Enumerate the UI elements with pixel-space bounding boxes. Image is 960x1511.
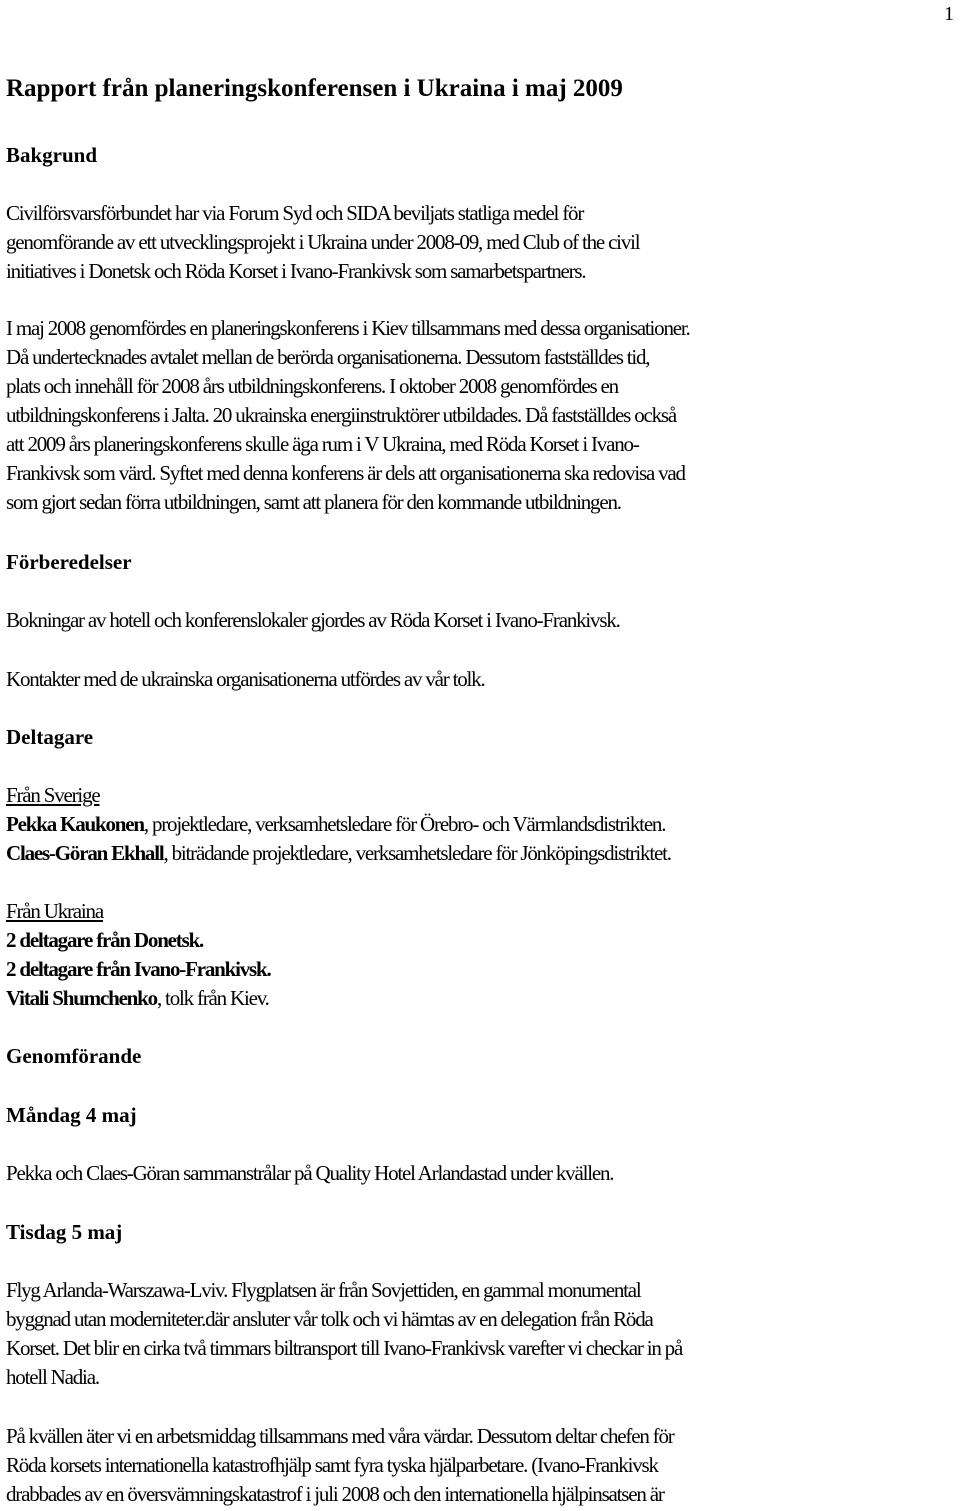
participant-name: Vitali Shumchenko	[6, 986, 157, 1010]
section-heading-deltagare: Deltagare	[6, 725, 94, 749]
document-title: Rapport från planeringskonferensen i Ukraina i maj 2009	[6, 75, 623, 102]
subheading-fran-sverige: Från Sverige	[6, 783, 100, 807]
participant-role: , projektledare, verksamhetsledare för Örebro- och Värmlandsdistrikten.	[143, 812, 666, 836]
text-line: initiatives i Donetsk och Röda Korset i Ivano-Frankivsk som samarbetspartners.	[6, 259, 586, 283]
text-line: Flyg Arlanda-Warszawa-Lviv. Flygplatsen är från Sovjettiden, en gammal monumental	[6, 1278, 641, 1302]
participant-role: , biträdande projektledare, verksamhetsledare för Jönköpingsdistriktet.	[163, 841, 671, 865]
participant-line	[6, 955, 956, 984]
paragraph-forberedelser-1: Bokningar av hotell och konferenslokaler gjordes av Röda Korset i Ivano-Frankivsk.	[6, 608, 620, 632]
text-line: att 2009 års planeringskonferens skulle äga rum i V Ukraina, med Röda Korset i Ivano-	[6, 432, 639, 456]
participant-name: Pekka Kaukonen	[6, 812, 144, 836]
text-line: drabbades av en översvämningskatastrof i juli 2008 och den internationella hjälpinsatsen är	[6, 1482, 664, 1506]
text-line: byggnad utan moderniteter.där ansluter vår tolk och vi hämtas av en delegation från Röda	[6, 1307, 653, 1331]
paragraph-bakgrund-2	[6, 314, 956, 517]
text-line: genomförande av ett utvecklingsprojekt i Ukraina under 2008-09, med Club of the civil	[6, 230, 640, 254]
day-heading-tisdag: Tisdag 5 maj	[6, 1220, 123, 1244]
subheading-fran-ukraina: Från Ukraina	[6, 899, 103, 923]
participants-sweden	[6, 781, 956, 868]
text-line: Korset. Det blir en cirka två timmars biltransport till Ivano-Frankivsk varefter vi checkar in på	[6, 1336, 683, 1360]
section-heading-bakgrund: Bakgrund	[6, 143, 98, 167]
participant-line	[6, 926, 956, 955]
paragraph-mandag: Pekka och Claes-Göran sammanstrålar på Quality Hotel Arlandastad under kvällen.	[6, 1161, 614, 1185]
text-line: plats och innehåll för 2008 års utbildningskonferens. I oktober 2008 genomfördes en	[6, 374, 618, 398]
section-heading-genomforande: Genomförande	[6, 1044, 142, 1068]
text-line: Civilförsvarsförbundet har via Forum Syd och SIDA beviljats statliga medel för	[6, 201, 584, 225]
paragraph-forberedelser-2: Kontakter med de ukrainska organisationerna utfördes av vår tolk.	[6, 667, 485, 691]
paragraph-tisdag-1	[6, 1276, 956, 1392]
text-line: som gjort sedan förra utbildningen, samt att planera för den kommande utbildningen.	[6, 490, 621, 514]
participant-line	[6, 984, 956, 1013]
section-heading-forberedelser: Förberedelser	[6, 550, 132, 574]
text-line: Röda korsets internationella katastrofhjälp samt fyra tyska hjälparbetare. (Ivano-Frankivsk	[6, 1453, 658, 1477]
paragraph-bakgrund-1	[6, 199, 956, 286]
participants-ukraine	[6, 897, 956, 1013]
participant-line	[6, 810, 956, 839]
text-line: Då undertecknades avtalet mellan de berörda organisationerna. Dessutom fastställdes tid,	[6, 345, 650, 369]
paragraph-tisdag-2	[6, 1422, 956, 1509]
text-line: Frankivsk som värd. Syftet med denna konferens är dels att organisationerna ska redovisa vad	[6, 461, 685, 485]
participant-group: 2 deltagare från Donetsk.	[6, 928, 204, 952]
participant-line	[6, 839, 956, 868]
text-line: På kvällen äter vi en arbetsmiddag tillsammans med våra värdar. Dessutom deltar chefen för	[6, 1424, 674, 1448]
participant-name: Claes-Göran Ekhall	[6, 841, 164, 865]
page-number: 1	[944, 3, 954, 25]
participant-role: , tolk från Kiev.	[156, 986, 269, 1010]
participant-group: 2 deltagare från Ivano-Frankivsk.	[6, 957, 271, 981]
text-line: utbildningskonferens i Jalta. 20 ukrainska energiinstruktörer utbildades. Då fastställdes också	[6, 403, 677, 427]
day-heading-mandag: Måndag 4 maj	[6, 1103, 137, 1127]
text-line: hotell Nadia.	[6, 1365, 99, 1389]
text-line: I maj 2008 genomfördes en planeringskonferens i Kiev tillsammans med dessa organisationer.	[6, 316, 690, 340]
